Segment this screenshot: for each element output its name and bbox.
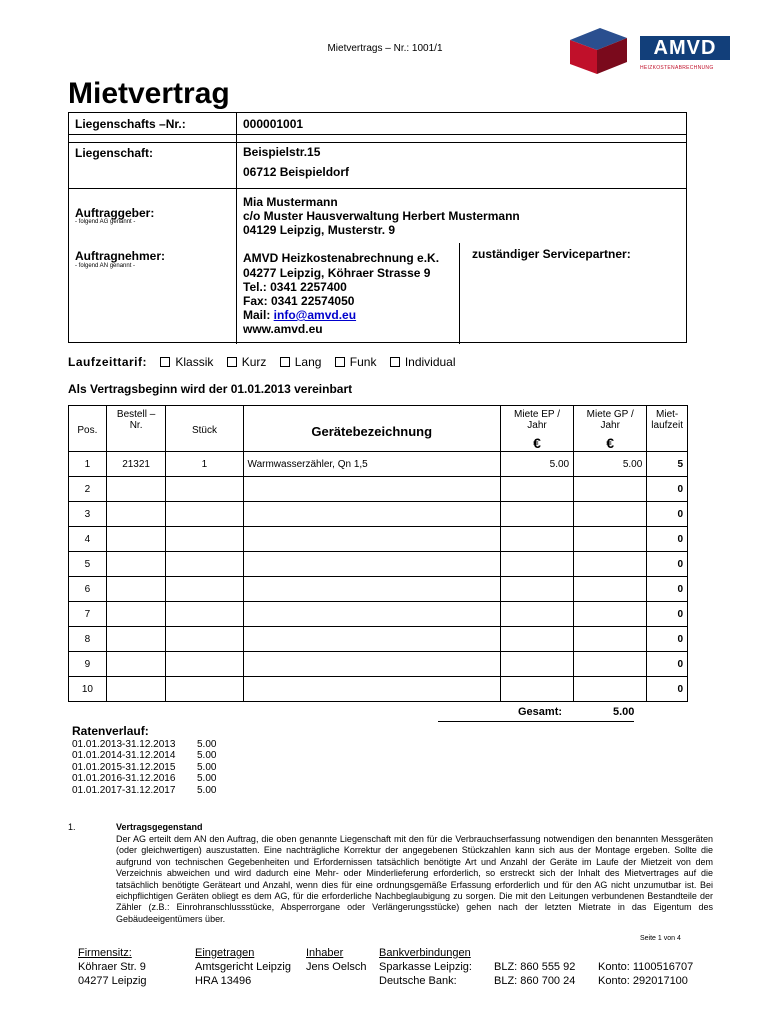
cell-bestell bbox=[106, 577, 166, 602]
cell-bestell bbox=[106, 602, 166, 627]
raten-row bbox=[72, 739, 216, 750]
mail-link[interactable]: info@amvd.eu bbox=[273, 308, 357, 322]
section-number: 1. bbox=[68, 822, 76, 832]
table-row bbox=[69, 452, 688, 477]
tarif-option-klassik[interactable] bbox=[160, 355, 213, 369]
table-row bbox=[69, 652, 688, 677]
footer-bank2: Deutsche Bank: bbox=[379, 975, 457, 987]
cell-bestell bbox=[106, 502, 166, 527]
col-header-laufzeit: Miet-laufzeit bbox=[647, 406, 688, 452]
cell-ep bbox=[500, 527, 573, 552]
footer-konto2: Konto: 292017100 bbox=[598, 975, 688, 987]
cell-bezeichnung bbox=[243, 577, 500, 602]
col-header-bestell: Bestell – Nr. bbox=[106, 406, 166, 452]
raten-period: 01.01.2016-31.12.2016 bbox=[72, 773, 176, 785]
raten-period: 01.01.2017-31.12.2017 bbox=[72, 784, 176, 796]
footer-inhaber-label: Inhaber bbox=[306, 947, 344, 959]
cell-gp bbox=[574, 652, 647, 677]
cell-bestell bbox=[106, 527, 166, 552]
table-row bbox=[69, 502, 688, 527]
cell-stueck bbox=[166, 652, 243, 677]
raten-row bbox=[72, 762, 216, 773]
section-body: Der AG erteilt dem AN den Auftrag, die oben genannte Liegenschaft mit den für die Verbrauchserfassung notwendigen den benannten Messgeräten (oder gleichwertigen) auszustatten. Eine nachträgliche Korrektur der angegebenen Stückzahlen kann sich aus der Montage ergeben. Sollte die aufgrund von technischen Gegebenheiten und Erfordernissen tatsächlich benötigte Art und Anzahl der Geräte im Laufe der Mietzeit von dem Verzeichnis abweichen und wird dadurch eine Mehr- oder Minderlieferung erforderlich, so erstreckt sich der Inhalt des Mietvertrages auf die tatsächlich benötigte Geräteart und Anzahl, wenn dies für eine ordnungsgemäße Erfassung erforderlich und für den AG nicht unzumutbar ist. Bei eichpflichtigen Geräten obliegt es dem AG, für die erforderliche Nachbeglaubigung zu sorgen. Die mit den Leitungen verbundenen Bestandteile der Zähler (z.B.: Einrohranschlussstücke, Absperrorgane oder Verlängerungsstücke) gehen nach der letzten Mietrate in das Eigentum des Gebäudeeigentümers über. bbox=[116, 834, 713, 924]
amvd-logo bbox=[565, 26, 735, 76]
table-row bbox=[69, 577, 688, 602]
cell-bestell bbox=[106, 552, 166, 577]
cell-gp bbox=[574, 502, 647, 527]
cell-stueck bbox=[166, 527, 243, 552]
tarif-option-label: Individual bbox=[404, 355, 456, 369]
total-value: 5.00 bbox=[613, 706, 635, 718]
cell-laufzeit: 5 bbox=[647, 452, 688, 477]
checkbox-icon[interactable] bbox=[390, 357, 400, 367]
cell-laufzeit: 0 bbox=[647, 477, 688, 502]
raten-amount: 5.00 bbox=[197, 784, 217, 796]
euro-symbol: € bbox=[533, 435, 541, 451]
cell-pos: 8 bbox=[69, 627, 107, 652]
col-header-gp-label: Miete GP / Jahr bbox=[586, 409, 634, 431]
raten-amount: 5.00 bbox=[197, 761, 217, 773]
document-title: Mietvertrag bbox=[68, 77, 230, 110]
raten-row bbox=[72, 773, 216, 784]
cell-ep bbox=[500, 477, 573, 502]
cell-laufzeit: 0 bbox=[647, 527, 688, 552]
cell-pos: 5 bbox=[69, 552, 107, 577]
cell-stueck bbox=[166, 552, 243, 577]
tarif-option-label: Kurz bbox=[241, 355, 267, 369]
cell-laufzeit: 0 bbox=[647, 677, 688, 702]
footer-firmensitz-line1: Köhraer Str. 9 bbox=[78, 961, 146, 973]
cell-ep bbox=[500, 677, 573, 702]
laufzeittarif-label: Laufzeittarif: bbox=[68, 355, 147, 369]
auftragnehmer-line1: AMVD Heizkostenabrechnung e.K. bbox=[243, 251, 440, 265]
cell-bezeichnung bbox=[243, 652, 500, 677]
cell-pos: 4 bbox=[69, 527, 107, 552]
raten-amount: 5.00 bbox=[197, 750, 217, 762]
col-header-ep-label: Miete EP / Jahr bbox=[514, 409, 560, 431]
liegenschaft-line2: 06712 Beispieldorf bbox=[243, 165, 350, 179]
table-row bbox=[69, 527, 688, 552]
auftragnehmer-website: www.amvd.eu bbox=[243, 322, 323, 336]
cell-stueck bbox=[166, 502, 243, 527]
cell-bestell bbox=[106, 652, 166, 677]
tarif-option-lang[interactable] bbox=[280, 355, 322, 369]
cell-laufzeit: 0 bbox=[647, 577, 688, 602]
table-row bbox=[69, 477, 688, 502]
cell-gp bbox=[574, 602, 647, 627]
footer-bank1: Sparkasse Leipzig: bbox=[379, 961, 472, 973]
cell-gp bbox=[574, 527, 647, 552]
cell-ep bbox=[500, 627, 573, 652]
auftragnehmer-label: Auftragnehmer: bbox=[75, 249, 166, 263]
cell-ep bbox=[500, 577, 573, 602]
tarif-option-kurz[interactable] bbox=[227, 355, 267, 369]
cell-pos: 6 bbox=[69, 577, 107, 602]
liegenschaft-line1: Beispielstr.15 bbox=[243, 145, 321, 159]
checkbox-icon[interactable] bbox=[280, 357, 290, 367]
cell-pos: 2 bbox=[69, 477, 107, 502]
cell-bezeichnung bbox=[243, 502, 500, 527]
cell-bestell: 21321 bbox=[106, 452, 166, 477]
footer-firmensitz-label: Firmensitz: bbox=[78, 947, 132, 959]
cell-laufzeit: 0 bbox=[647, 652, 688, 677]
col-header-ep bbox=[500, 406, 573, 452]
liegenschafts-nr-value: 000001001 bbox=[243, 117, 304, 131]
cell-bezeichnung: Warmwasserzähler, Qn 1,5 bbox=[243, 452, 500, 477]
cell-ep bbox=[500, 602, 573, 627]
cell-pos: 10 bbox=[69, 677, 107, 702]
cell-stueck bbox=[166, 602, 243, 627]
cell-gp bbox=[574, 627, 647, 652]
footer-konto1: Konto: 1100516707 bbox=[598, 961, 694, 973]
vertragsbeginn-text: Als Vertragsbeginn wird der 01.01.2013 vereinbart bbox=[68, 382, 353, 396]
auftragnehmer-line3: Tel.: 0341 2257400 bbox=[243, 280, 347, 294]
auftraggeber-line3: 04129 Leipzig, Musterstr. 9 bbox=[243, 223, 396, 237]
auftraggeber-line2: c/o Muster Hausverwaltung Herbert Mustermann bbox=[243, 209, 520, 223]
cell-bestell bbox=[106, 627, 166, 652]
raten-row bbox=[72, 750, 216, 761]
logo-cube-icon bbox=[565, 26, 635, 76]
page-number: Seite 1 von 4 bbox=[640, 935, 681, 942]
checkbox-icon[interactable] bbox=[227, 357, 237, 367]
cell-gp bbox=[574, 677, 647, 702]
cell-laufzeit: 0 bbox=[647, 602, 688, 627]
auftragnehmer-line2: 04277 Leipzig, Köhraer Strasse 9 bbox=[243, 266, 431, 280]
raten-amount: 5.00 bbox=[197, 773, 217, 785]
cell-stueck bbox=[166, 477, 243, 502]
col-header-pos: Pos. bbox=[69, 406, 107, 452]
raten-period: 01.01.2015-31.12.2015 bbox=[72, 761, 176, 773]
cell-bezeichnung bbox=[243, 602, 500, 627]
auftraggeber-note: - folgend AG genannt - bbox=[75, 219, 136, 225]
raten-period: 01.01.2014-31.12.2014 bbox=[72, 750, 176, 762]
cell-stueck bbox=[166, 627, 243, 652]
cell-pos: 7 bbox=[69, 602, 107, 627]
footer-eingetragen-line2: HRA 13496 bbox=[195, 975, 252, 987]
cell-stueck: 1 bbox=[166, 452, 243, 477]
cell-stueck bbox=[166, 577, 243, 602]
col-header-bezeichnung: Gerätebezeichnung bbox=[243, 406, 500, 452]
footer-blz2: BLZ: 860 700 24 bbox=[494, 975, 576, 987]
tarif-option-individual[interactable] bbox=[390, 355, 456, 369]
euro-symbol: € bbox=[606, 435, 615, 451]
liegenschafts-nr-label: Liegenschafts –Nr.: bbox=[75, 117, 186, 131]
footer-blz1: BLZ: 860 555 92 bbox=[494, 961, 576, 973]
table-row bbox=[69, 552, 688, 577]
tarif-option-label: Funk bbox=[349, 355, 377, 369]
col-header-stueck: Stück bbox=[166, 406, 243, 452]
raten-row bbox=[72, 785, 216, 796]
col-header-gp bbox=[574, 406, 647, 452]
logo-wordmark: AMVD bbox=[640, 36, 730, 60]
total-label: Gesamt: bbox=[518, 706, 563, 718]
cell-bezeichnung bbox=[243, 477, 500, 502]
table-row bbox=[69, 602, 688, 627]
footer-eingetragen-label: Eingetragen bbox=[195, 947, 255, 959]
auftragnehmer-line4: Fax: 0341 22574050 bbox=[243, 294, 355, 308]
cell-stueck bbox=[166, 677, 243, 702]
cell-gp bbox=[574, 477, 647, 502]
cell-laufzeit: 0 bbox=[647, 552, 688, 577]
footer-firmensitz-line2: 04277 Leipzig bbox=[78, 975, 147, 987]
cell-bestell bbox=[106, 677, 166, 702]
table-row bbox=[69, 677, 688, 702]
tarif-option-label: Klassik bbox=[175, 355, 214, 369]
geraete-table bbox=[68, 405, 688, 702]
cell-ep bbox=[500, 502, 573, 527]
cell-ep bbox=[500, 652, 573, 677]
cell-pos: 3 bbox=[69, 502, 107, 527]
auftraggeber-label: Auftraggeber: bbox=[75, 206, 155, 220]
auftragnehmer-note: - folgend AN genannt - bbox=[75, 263, 136, 269]
section-heading: Vertragsgegenstand bbox=[116, 822, 203, 832]
ratenverlauf-heading: Ratenverlauf: bbox=[72, 724, 149, 738]
cell-gp: 5.00 bbox=[574, 452, 647, 477]
laufzeittarif-row bbox=[68, 355, 456, 369]
servicepartner-label: zuständiger Servicepartner: bbox=[472, 247, 631, 261]
cell-bestell bbox=[106, 477, 166, 502]
auftraggeber-line1: Mia Mustermann bbox=[243, 195, 338, 209]
footer-eingetragen-line1: Amtsgericht Leipzig bbox=[195, 961, 291, 973]
cell-bezeichnung bbox=[243, 527, 500, 552]
logo-subtitle: HEIZKOSTENABRECHNUNG bbox=[640, 65, 714, 71]
footer-bank-label: Bankverbindungen bbox=[379, 947, 471, 959]
liegenschaft-label: Liegenschaft: bbox=[75, 146, 154, 160]
footer-inhaber-line1: Jens Oelsch bbox=[306, 961, 367, 973]
cell-ep bbox=[500, 552, 573, 577]
cell-ep: 5.00 bbox=[500, 452, 573, 477]
cell-gp bbox=[574, 577, 647, 602]
total-row bbox=[438, 704, 634, 722]
cell-gp bbox=[574, 552, 647, 577]
checkbox-icon[interactable] bbox=[335, 357, 345, 367]
cell-laufzeit: 0 bbox=[647, 502, 688, 527]
cell-bezeichnung bbox=[243, 677, 500, 702]
tarif-option-funk[interactable] bbox=[335, 355, 377, 369]
cell-pos: 1 bbox=[69, 452, 107, 477]
cell-laufzeit: 0 bbox=[647, 627, 688, 652]
cell-bezeichnung bbox=[243, 552, 500, 577]
checkbox-icon[interactable] bbox=[160, 357, 170, 367]
ratenverlauf-list bbox=[72, 739, 216, 796]
raten-period: 01.01.2013-31.12.2013 bbox=[72, 739, 176, 750]
table-row bbox=[69, 627, 688, 652]
page-header-title: Mietvertrags – Nr.: 1001/1 bbox=[327, 43, 443, 54]
tarif-option-label: Lang bbox=[294, 355, 322, 369]
mail-prefix: Mail: bbox=[243, 308, 274, 322]
cell-pos: 9 bbox=[69, 652, 107, 677]
raten-amount: 5.00 bbox=[197, 739, 217, 750]
contract-info-box bbox=[68, 112, 687, 343]
cell-bezeichnung bbox=[243, 627, 500, 652]
